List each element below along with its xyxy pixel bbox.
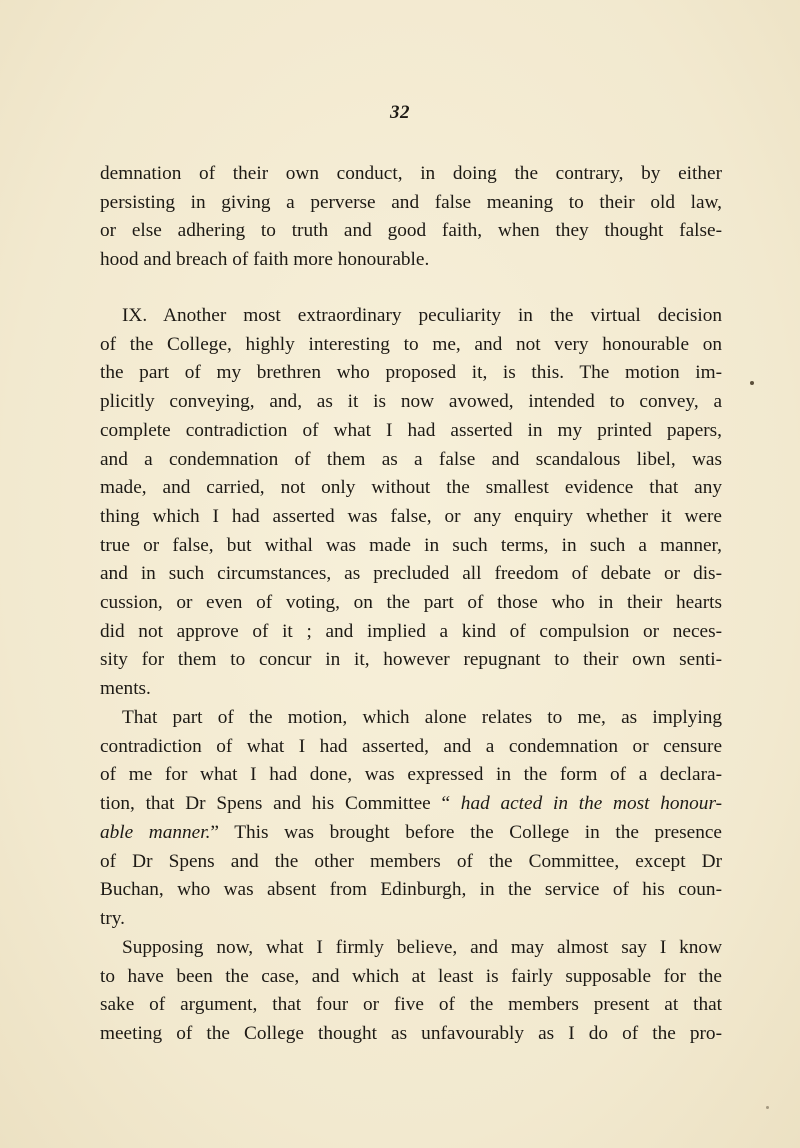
text-line: cussion, or even of voting, on the part of those who in their hearts <box>100 592 722 614</box>
text-line: contradiction of what I had asserted, and a condemnation or censure <box>100 735 722 757</box>
text-line: or else adhering to truth and good faith, when they thought false- <box>100 220 722 242</box>
text-line: of me for what I had done, was expressed in the form of a declara- <box>100 764 722 786</box>
text-line: IX. Another most extraordinary peculiarity in the virtual decision <box>122 305 722 326</box>
paragraph-continuation <box>100 160 722 275</box>
text-line: hood and breach of faith more honourable. <box>100 249 430 271</box>
text-run: tion, that Dr Spens and his Committee “ <box>100 793 461 815</box>
text-line: to have been the case, and which at least is fairly supposable for the <box>100 965 722 987</box>
paper-speck <box>766 1106 769 1109</box>
text-line: Supposing now, what I firmly believe, and may almost say I know <box>122 937 722 958</box>
paragraph-supposition <box>100 934 722 1049</box>
text-line: did not approve of it ; and implied a kind of compulsion or neces- <box>100 620 722 642</box>
text-line: meeting of the College thought as unfavourably as I do of the pro- <box>100 1023 722 1045</box>
text-line: Buchan, who was absent from Edinburgh, in the service of his coun- <box>100 879 722 901</box>
text-line: persisting in giving a perverse and false meaning to their old law, <box>100 191 722 213</box>
quoted-text: able manner. <box>100 821 211 843</box>
text-line: and in such circumstances, as precluded all freedom of debate or dis- <box>100 563 722 585</box>
text-line: complete contradiction of what I had asserted in my printed papers, <box>100 419 722 441</box>
paragraph-section-ix <box>100 302 722 704</box>
paragraph-motion <box>100 704 722 934</box>
text-line: of the College, highly interesting to me, and not very honourable on <box>100 333 722 355</box>
paper-speck <box>750 381 754 385</box>
text-line <box>100 819 722 848</box>
text-line: true or false, but withal was made in such terms, in such a manner, <box>100 534 722 556</box>
text-line: try. <box>100 907 125 929</box>
text-line: sity for them to concur in it, however repugnant to their own senti- <box>100 649 722 671</box>
text-line: ments. <box>100 678 151 700</box>
page-number: 32 <box>390 102 410 123</box>
text-line: sake of argument, that four or five of the members present at that <box>100 994 722 1016</box>
text-line: made, and carried, not only without the smallest evidence that any <box>100 477 722 499</box>
text-line: That part of the motion, which alone relates to me, as implying <box>122 707 722 728</box>
text-line: thing which I had asserted was false, or any enquiry whether it were <box>100 505 722 527</box>
text-line: the part of my brethren who proposed it, is this. The motion im- <box>100 362 722 384</box>
text-line: demnation of their own conduct, in doing the contrary, by either <box>100 163 722 184</box>
text-line <box>100 790 722 819</box>
text-line: of Dr Spens and the other members of the Committee, except Dr <box>100 850 722 872</box>
text-line: and a condemnation of them as a false and scandalous libel, was <box>100 448 722 470</box>
text-run: ” This was brought before the College in the presence <box>210 821 722 843</box>
text-line: plicitly conveying, and, as it is now avowed, intended to convey, a <box>100 391 722 413</box>
quoted-text: had acted in the most honour- <box>460 793 722 815</box>
